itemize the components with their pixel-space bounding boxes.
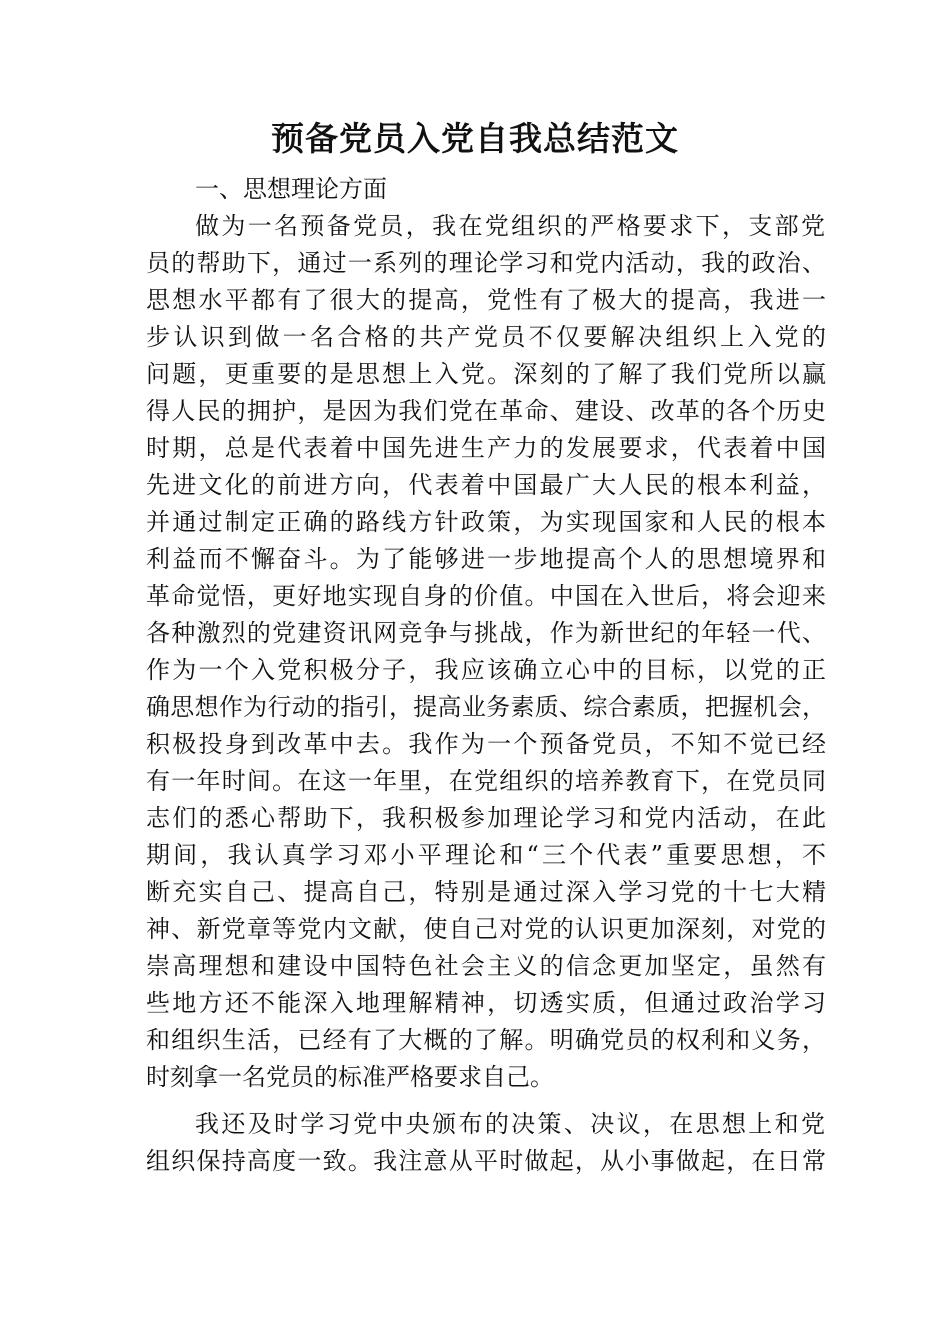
document-title: 预备党员入党自我总结范文 — [271, 119, 679, 158]
paragraph-line: 时期，总是代表着中国先进生产力的发展要求，代表着中国 — [146, 434, 826, 462]
paragraph-line: 先进文化的前进方向，代表着中国最广大人民的根本利益， — [146, 471, 826, 499]
paragraph-line: 崇高理想和建设中国特色社会主义的信念更加坚定，虽然有 — [146, 952, 826, 980]
paragraph-line: 神、新党章等党内文献，使自己对党的认识更加深刻，对党的 — [146, 915, 826, 943]
paragraph-line: 积极投身到改革中去。我作为一个预备党员，不知不觉已经 — [146, 730, 826, 758]
paragraph-line: 问题，更重要的是思想上入党。深刻的了解了我们党所以赢 — [146, 360, 826, 388]
paragraph-line: 期间，我认真学习邓小平理论和“三个代表”重要思想，不 — [146, 841, 826, 869]
paragraph-line: 有一年时间。在这一年里，在党组织的培养教育下，在党员同 — [146, 767, 826, 795]
paragraph-line: 员的帮助下，通过一系列的理论学习和党内活动，我的政治、 — [146, 249, 826, 277]
paragraph-line: 革命觉悟，更好地实现自身的价值。中国在入世后，将会迎来 — [146, 582, 826, 610]
paragraph-line: 确思想作为行动的指引，提高业务素质、综合素质，把握机会， — [146, 693, 826, 721]
paragraph-line: 得人民的拥护，是因为我们党在革命、建设、改革的各个历史 — [146, 397, 826, 425]
paragraph-line: 些地方还不能深入地理解精神，切透实质，但通过政治学习 — [146, 989, 826, 1017]
paragraph-line: 断充实自己、提高自己，特别是通过深入学习党的十七大精 — [146, 878, 826, 906]
section-heading: 一、思想理论方面 — [195, 175, 387, 203]
paragraph-line: 并通过制定正确的路线方针政策，为实现国家和人民的根本 — [146, 508, 826, 536]
paragraph-line: 作为一个入党积极分子，我应该确立心中的目标，以党的正 — [146, 656, 826, 684]
paragraph-line: 步认识到做一名合格的共产党员不仅要解决组织上入党的 — [146, 323, 826, 351]
paragraph-line: 我还及时学习党中央颁布的决策、决议，在思想上和党 — [195, 1110, 825, 1138]
paragraph-line: 志们的悉心帮助下，我积极参加理论学习和党内活动，在此 — [146, 804, 826, 832]
paragraph-line: 组织保持高度一致。我注意从平时做起，从小事做起，在日常 — [146, 1147, 826, 1175]
paragraph-line: 各种激烈的党建资讯网竞争与挑战，作为新世纪的年轻一代、 — [146, 619, 826, 647]
paragraph-line: 做为一名预备党员，我在党组织的严格要求下，支部党 — [195, 212, 825, 240]
paragraph-line: 利益而不懈奋斗。为了能够进一步地提高个人的思想境界和 — [146, 545, 826, 573]
paragraph-line: 和组织生活，已经有了大概的了解。明确党员的权利和义务， — [146, 1026, 826, 1054]
paragraph-line: 时刻拿一名党员的标准严格要求自己。 — [146, 1063, 554, 1091]
paragraph-line: 思想水平都有了很大的提高，党性有了极大的提高，我进一 — [146, 286, 826, 314]
